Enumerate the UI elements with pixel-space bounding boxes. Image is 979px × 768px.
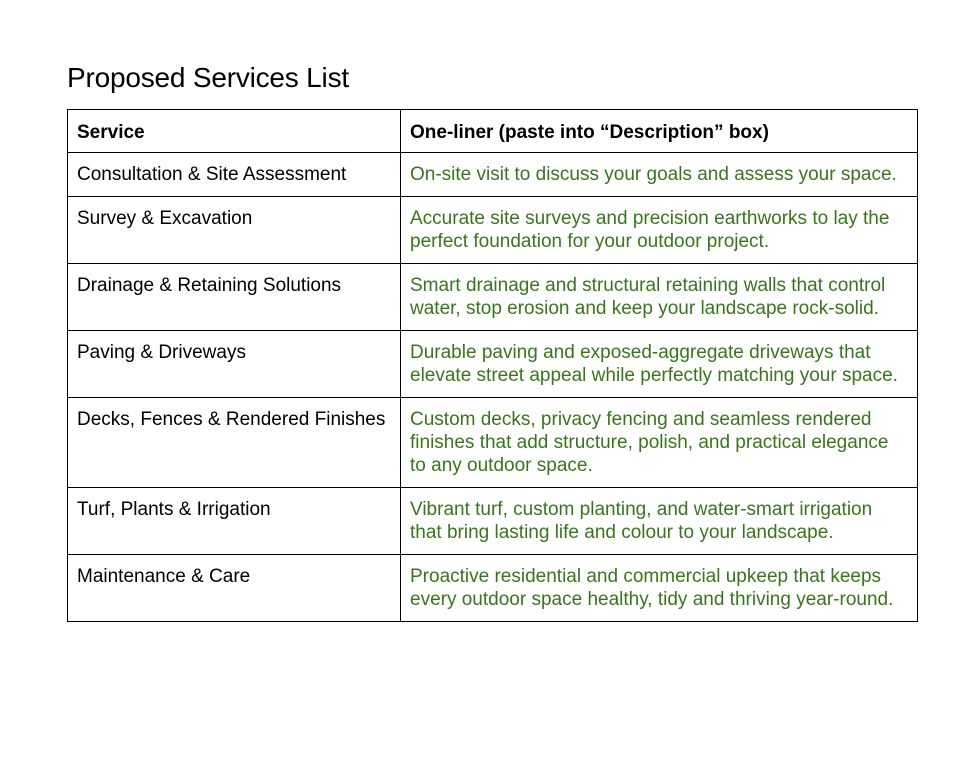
- description-cell: Smart drainage and structural retaining walls that control water, stop erosion and keep your landscape rock-solid.: [401, 264, 918, 331]
- service-cell: Drainage & Retaining Solutions: [68, 264, 401, 331]
- service-cell: Turf, Plants & Irrigation: [68, 488, 401, 555]
- table-row: [68, 398, 918, 488]
- table-row: [68, 197, 918, 264]
- table-row: [68, 488, 918, 555]
- service-cell: Paving & Driveways: [68, 331, 401, 398]
- description-cell: Custom decks, privacy fencing and seamless rendered finishes that add structure, polish, and practical elegance to any outdoor space.: [401, 398, 918, 488]
- table-row: [68, 264, 918, 331]
- description-cell: Vibrant turf, custom planting, and water-smart irrigation that bring lasting life and colour to your landscape.: [401, 488, 918, 555]
- service-cell: Decks, Fences & Rendered Finishes: [68, 398, 401, 488]
- column-header-service: Service: [68, 110, 401, 153]
- service-cell: Survey & Excavation: [68, 197, 401, 264]
- table-row: [68, 331, 918, 398]
- table-row: [68, 153, 918, 197]
- description-cell: Proactive residential and commercial upkeep that keeps every outdoor space healthy, tidy and thriving year-round.: [401, 555, 918, 622]
- page-title: Proposed Services List: [67, 62, 349, 93]
- service-cell: Maintenance & Care: [68, 555, 401, 622]
- services-table: [67, 109, 918, 622]
- service-cell: Consultation & Site Assessment: [68, 153, 401, 197]
- description-cell: Accurate site surveys and precision earthworks to lay the perfect foundation for your outdoor project.: [401, 197, 918, 264]
- description-cell: On-site visit to discuss your goals and assess your space.: [401, 153, 918, 197]
- table-row: [68, 555, 918, 622]
- description-cell: Durable paving and exposed-aggregate driveways that elevate street appeal while perfectly matching your space.: [401, 331, 918, 398]
- column-header-one-liner: One-liner (paste into “Description” box): [401, 110, 918, 153]
- table-header-row: [68, 110, 918, 153]
